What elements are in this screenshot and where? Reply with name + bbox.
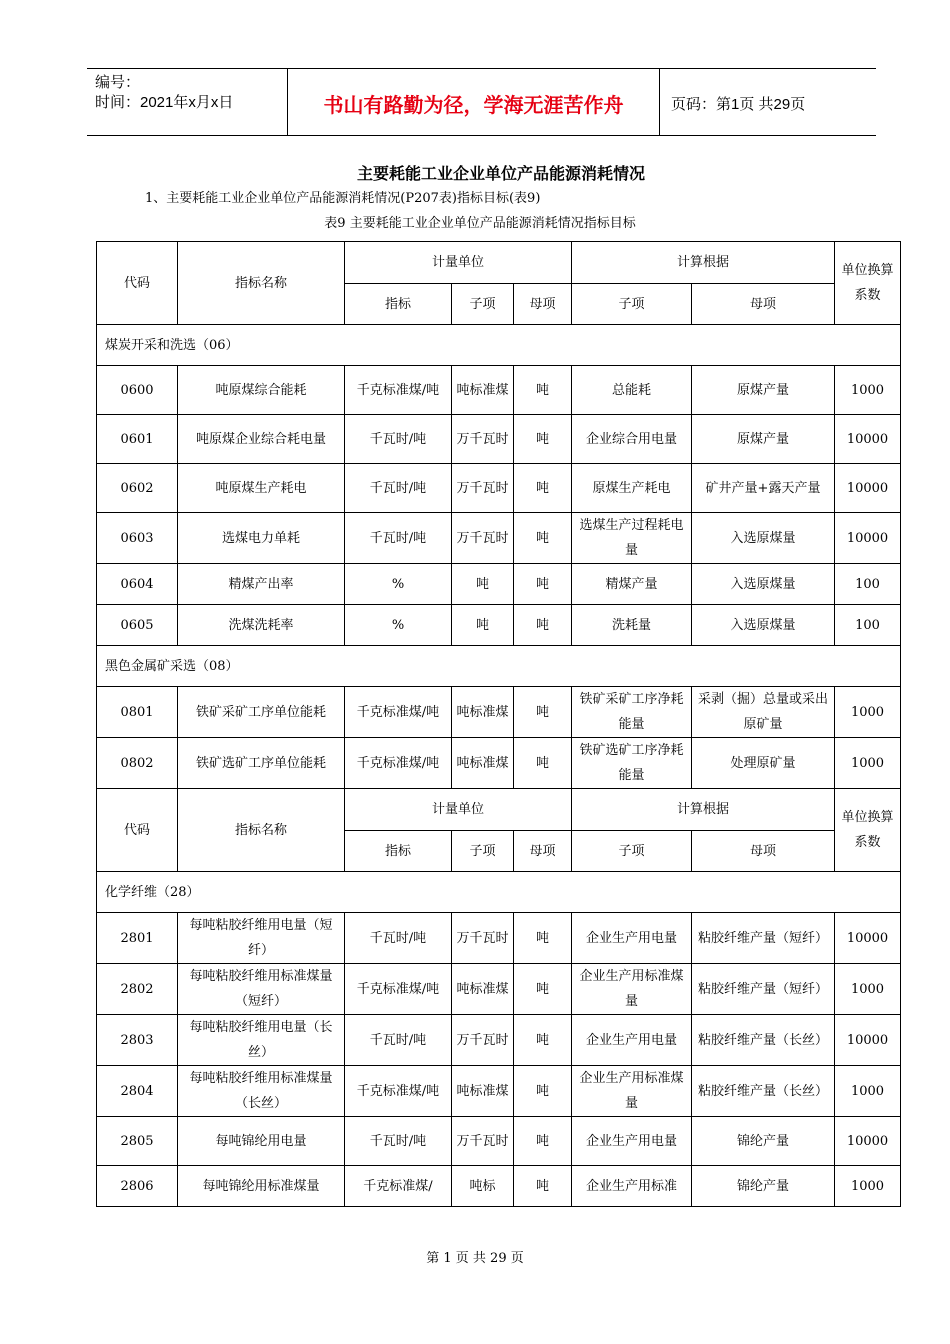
table-cell: 1000	[835, 687, 901, 738]
column-header-factor: 单位换算系数	[835, 789, 901, 872]
table-cell: 每吨粘胶纤维用标准煤量（短纤）	[178, 964, 345, 1015]
table-cell: 企业生产用标准	[572, 1166, 692, 1207]
table-cell: 吨	[514, 913, 572, 964]
page-title: 主要耗能工业企业单位产品能源消耗情况	[356, 164, 645, 183]
table-cell: 精煤产出率	[178, 564, 345, 605]
table-cell: 企业生产用电量	[572, 1117, 692, 1166]
column-header-code: 代码	[97, 789, 178, 872]
table-cell: 2805	[97, 1117, 178, 1166]
table-cell: 吨原煤生产耗电	[178, 464, 345, 513]
table-cell: 2803	[97, 1015, 178, 1066]
table-cell: 入选原煤量	[692, 564, 835, 605]
column-header-basis-denominator: 母项	[692, 831, 835, 872]
column-header-code: 代码	[97, 242, 178, 325]
column-header-unit-numerator: 子项	[452, 284, 514, 325]
table-cell: 千克标准煤/吨	[345, 964, 452, 1015]
table-row	[97, 1166, 901, 1207]
table-cell: 采剥（掘）总量或采出原矿量	[692, 687, 835, 738]
section-row	[97, 872, 901, 913]
column-header-unit-denominator: 母项	[514, 284, 572, 325]
table-header-row	[97, 789, 901, 831]
table-cell: 吨标准煤	[452, 687, 514, 738]
table-cell: 万千瓦时	[452, 1117, 514, 1166]
column-header-basis: 计算根据	[572, 242, 835, 284]
header-page-info: 页码：第1页 共29页	[671, 96, 806, 113]
table-cell: 0802	[97, 738, 178, 789]
table-cell: 铁矿采矿工序净耗能量	[572, 687, 692, 738]
table-cell: 千克标准煤/吨	[345, 687, 452, 738]
table-row	[97, 1117, 901, 1166]
table-cell: 千瓦时/吨	[345, 913, 452, 964]
column-header-basis-numerator: 子项	[572, 831, 692, 872]
column-header-factor: 单位换算系数	[835, 242, 901, 325]
table-cell: 入选原煤量	[692, 513, 835, 564]
table-cell: 吨	[514, 1166, 572, 1207]
column-header-name: 指标名称	[178, 789, 345, 872]
table-row	[97, 366, 901, 415]
table-cell: 10000	[835, 415, 901, 464]
table-cell: 吨	[514, 366, 572, 415]
section-title: 化学纤维（28）	[97, 872, 901, 913]
table-cell: 铁矿选矿工序净耗能量	[572, 738, 692, 789]
table-cell: 1000	[835, 366, 901, 415]
table-cell: 2802	[97, 964, 178, 1015]
table-cell: 吨标准煤	[452, 738, 514, 789]
table-cell: 吨	[452, 564, 514, 605]
table-cell: 每吨锦纶用标准煤量	[178, 1166, 345, 1207]
table-cell: 吨	[514, 605, 572, 646]
table-cell: 千瓦时/吨	[345, 1117, 452, 1166]
document-header	[87, 68, 876, 136]
table-cell: 粘胶纤维产量（短纤）	[692, 913, 835, 964]
table-cell: 万千瓦时	[452, 464, 514, 513]
table-cell: 铁矿选矿工序单位能耗	[178, 738, 345, 789]
table-cell: 10000	[835, 1015, 901, 1066]
column-header-unit: 计量单位	[345, 242, 572, 284]
table-cell: 精煤产量	[572, 564, 692, 605]
table-cell: 吨标	[452, 1166, 514, 1207]
table-cell: 原煤生产耗电	[572, 464, 692, 513]
table-cell: 锦纶产量	[692, 1117, 835, 1166]
table-cell: 千瓦时/吨	[345, 415, 452, 464]
section-row	[97, 325, 901, 366]
table-cell: 吨标准煤	[452, 964, 514, 1015]
table-cell: 企业生产用电量	[572, 913, 692, 964]
table-cell: 吨	[514, 964, 572, 1015]
table-cell: 每吨锦纶用电量	[178, 1117, 345, 1166]
table-cell: 粘胶纤维产量（长丝）	[692, 1066, 835, 1117]
table-cell: 100	[835, 564, 901, 605]
table-cell: 0602	[97, 464, 178, 513]
table-cell: 10000	[835, 513, 901, 564]
table-row	[97, 964, 901, 1015]
table-cell: 每吨粘胶纤维用标准煤量（长丝）	[178, 1066, 345, 1117]
table-caption: 表9 主要耗能工业企业单位产品能源消耗情况指标目标	[324, 216, 636, 231]
table-cell: 万千瓦时	[452, 415, 514, 464]
table-row	[97, 564, 901, 605]
table-row	[97, 1066, 901, 1117]
table-cell: 吨	[452, 605, 514, 646]
table-cell: 0605	[97, 605, 178, 646]
table-row	[97, 415, 901, 464]
table-cell: 10000	[835, 913, 901, 964]
column-header-name: 指标名称	[178, 242, 345, 325]
table-cell: 吨标准煤	[452, 1066, 514, 1117]
header-motto: 书山有路勤为径，学海无涯苦作舟	[323, 93, 624, 117]
table-cell: 0604	[97, 564, 178, 605]
table-row	[97, 605, 901, 646]
table-cell: 千瓦时/吨	[345, 513, 452, 564]
table-cell: 选煤电力单耗	[178, 513, 345, 564]
table-cell: 原煤产量	[692, 366, 835, 415]
table-cell: 1000	[835, 964, 901, 1015]
table-cell: 企业生产用标准煤量	[572, 964, 692, 1015]
table-cell: 千瓦时/吨	[345, 1015, 452, 1066]
column-header-unit-denominator: 母项	[514, 831, 572, 872]
table-cell: 吨原煤企业综合耗电量	[178, 415, 345, 464]
table-cell: 入选原煤量	[692, 605, 835, 646]
table-cell: 锦纶产量	[692, 1166, 835, 1207]
table-cell: 吨	[514, 1015, 572, 1066]
table-cell: 万千瓦时	[452, 513, 514, 564]
table-cell: 吨原煤综合能耗	[178, 366, 345, 415]
column-header-basis: 计算根据	[572, 789, 835, 831]
section-title: 黑色金属矿采选（08）	[97, 646, 901, 687]
table-cell: 吨	[514, 464, 572, 513]
table-cell: 10000	[835, 464, 901, 513]
table-cell: 千瓦时/吨	[345, 464, 452, 513]
table-cell: 0603	[97, 513, 178, 564]
table-cell: 每吨粘胶纤维用电量（长丝）	[178, 1015, 345, 1066]
table-cell: 吨	[514, 1066, 572, 1117]
table-cell: 总能耗	[572, 366, 692, 415]
section-title: 煤炭开采和洗选（06）	[97, 325, 901, 366]
table-cell: 1000	[835, 1066, 901, 1117]
table-cell: 10000	[835, 1117, 901, 1166]
table-cell: 原煤产量	[692, 415, 835, 464]
column-header-unit-indicator: 指标	[345, 831, 452, 872]
table-cell: 吨	[514, 564, 572, 605]
table-cell: 吨	[514, 1117, 572, 1166]
table-cell: 企业生产用电量	[572, 1015, 692, 1066]
header-meta	[87, 69, 287, 135]
time-line: 时间：2021年x月x日	[95, 94, 234, 111]
table-cell: %	[345, 605, 452, 646]
table-cell: 千克标准煤/吨	[345, 1066, 452, 1117]
table-cell: 2806	[97, 1166, 178, 1207]
table-cell: 粘胶纤维产量（短纤）	[692, 964, 835, 1015]
table-cell: 100	[835, 605, 901, 646]
table-cell: 吨	[514, 687, 572, 738]
table-cell: 铁矿采矿工序单位能耗	[178, 687, 345, 738]
table-row	[97, 738, 901, 789]
table-cell: 吨	[514, 415, 572, 464]
table-cell: 吨	[514, 738, 572, 789]
table-cell: 万千瓦时	[452, 913, 514, 964]
table-cell: 0600	[97, 366, 178, 415]
table-cell: 吨	[514, 513, 572, 564]
table-cell: 千克标准煤/吨	[345, 366, 452, 415]
table-row	[97, 513, 901, 564]
table-cell: 处理原矿量	[692, 738, 835, 789]
table-cell: 0801	[97, 687, 178, 738]
column-header-unit: 计量单位	[345, 789, 572, 831]
table-row	[97, 913, 901, 964]
page-footer: 第 1 页 共 29 页	[426, 1251, 524, 1266]
table-cell: %	[345, 564, 452, 605]
table-cell: 粘胶纤维产量（长丝）	[692, 1015, 835, 1066]
table-cell: 吨标准煤	[452, 366, 514, 415]
table-cell: 万千瓦时	[452, 1015, 514, 1066]
table-row	[97, 1015, 901, 1066]
table-cell: 矿井产量+露天产量	[692, 464, 835, 513]
table-cell: 0601	[97, 415, 178, 464]
table-cell: 1000	[835, 1166, 901, 1207]
table-cell: 2804	[97, 1066, 178, 1117]
header-divider	[659, 69, 660, 135]
serial-label: 编号：	[95, 74, 141, 91]
energy-indicator-table	[96, 241, 901, 1207]
table-header-row	[97, 242, 901, 284]
table-row	[97, 464, 901, 513]
column-header-unit-numerator: 子项	[452, 831, 514, 872]
table-cell: 1000	[835, 738, 901, 789]
table-cell: 洗煤洗耗率	[178, 605, 345, 646]
table-cell: 千克标准煤/吨	[345, 738, 452, 789]
table-cell: 企业综合用电量	[572, 415, 692, 464]
table-cell: 2801	[97, 913, 178, 964]
subtitle: 1、主要耗能工业企业单位产品能源消耗情况(P207表)指标目标(表9)	[145, 191, 541, 206]
table-cell: 洗耗量	[572, 605, 692, 646]
table-cell: 每吨粘胶纤维用电量（短纤）	[178, 913, 345, 964]
table-cell: 千克标准煤/	[345, 1166, 452, 1207]
table-cell: 选煤生产过程耗电量	[572, 513, 692, 564]
column-header-unit-indicator: 指标	[345, 284, 452, 325]
column-header-basis-numerator: 子项	[572, 284, 692, 325]
table-row	[97, 687, 901, 738]
column-header-basis-denominator: 母项	[692, 284, 835, 325]
table-cell: 企业生产用标准煤量	[572, 1066, 692, 1117]
section-row	[97, 646, 901, 687]
